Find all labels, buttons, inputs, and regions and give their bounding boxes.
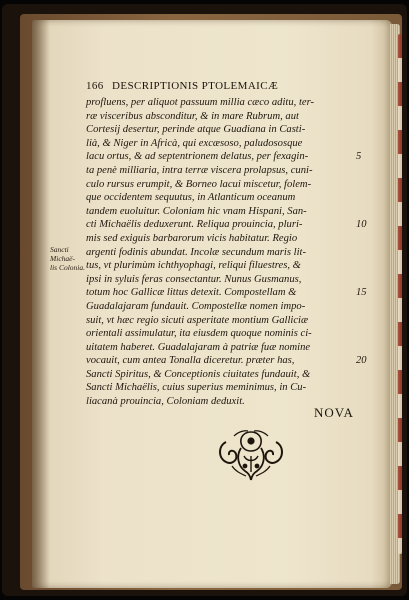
text-line: Cortesij desertur, perinde atque Guadiana in Casti- [86, 124, 306, 136]
text-line: ræ visceribus absconditur, & in mare Rubrum, aut [86, 110, 299, 122]
text-line: tus, vt plurimùm ichthyophagi, reliqui filuestres, & [86, 260, 301, 272]
text-line: cti Michaëlis deduxerunt. Reliqua prouincia, pluri- [86, 219, 303, 231]
text-line: Sancti Spiritus, & Conceptionis ciuitates fundauit, & [86, 368, 311, 380]
text-line: argenti fodinis abundat. Incolæ secundum maris lit- [86, 246, 307, 258]
line-number-20: 20 [356, 355, 367, 366]
printer-ornament-icon [214, 426, 288, 484]
body-text [86, 96, 354, 409]
text-line: liacanà prouincia, Coloniam deduxit. [86, 396, 245, 408]
text-line: totum hoc Gallicæ littus detexit. Compostellam & [86, 287, 297, 299]
running-title: DESCRIPTIONIS PTOLEMAICÆ [112, 80, 279, 92]
text-line: culo rursus erumpit, & Borneo lacui miscetur, folem- [86, 178, 312, 190]
page-number: 166 [86, 80, 104, 92]
text-line: suit, vt hæc regio sicuti asperitate montium Galliciæ [86, 314, 309, 326]
text-line: lacu ortus, & ad septentrionem delatus, per fexagin- [86, 151, 309, 163]
text-line: uitatem haberet. Guadalajaram à patriæ fuæ nomine [86, 341, 311, 353]
line-number-10: 10 [356, 219, 367, 230]
text-line: Sancti Michaëlis, cuius superius meminimus, in Cu- [86, 382, 307, 394]
line-number-15: 15 [356, 287, 367, 298]
margin-note: Sancti Michaë- lis Colonia. [50, 245, 86, 272]
text-line: profluens, per aliquot passuum millia cæco aditu, ter- [86, 97, 315, 108]
text-line: vocauit, cum antea Tonalla diceretur. præter has, [86, 355, 295, 367]
catchword: NOVA [314, 405, 354, 420]
text-line: mis sed exiguis barbarorum vicis habitatur. Regio [86, 232, 298, 244]
text-line: ipsi in syluis feras consectantur. Nunus Gusmanus, [86, 273, 302, 285]
text-line: tandem euoluitur. Coloniam hic vnam Hispani, San- [86, 205, 307, 217]
text-line: orientali assimulatur, ita eiusdem quoque nominis ci- [86, 328, 312, 340]
color-scale-ruler [398, 34, 402, 554]
text-line: ta penè milliaria, intra terræ viscera prolapsus, cuni- [86, 164, 313, 176]
text-line: Guadalajaram fundauit. Compostellæ nomen impo- [86, 300, 306, 312]
line-number-5: 5 [356, 151, 362, 162]
text-line: lià, & Niger in Africà, qui excæsoso, paludososque [86, 137, 303, 149]
text-line: que occidentem sequutus, in Atlanticum oceanum [86, 192, 296, 204]
spine-shadow [32, 20, 50, 588]
